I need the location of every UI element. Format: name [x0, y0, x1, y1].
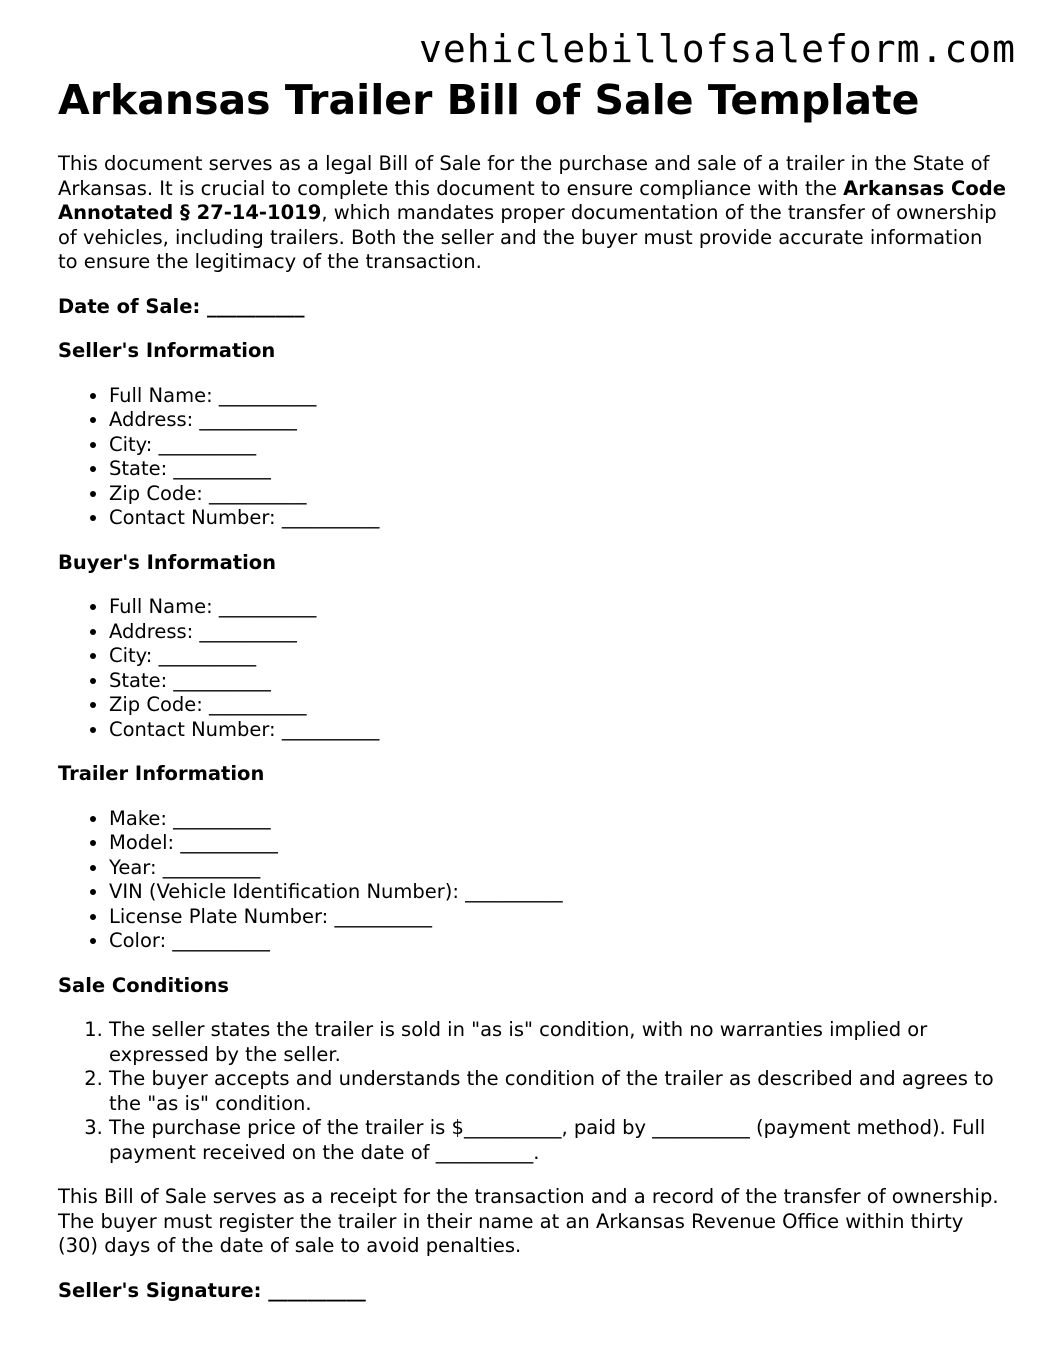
seller-section-heading: Seller's Information — [58, 339, 276, 362]
condition-purchase-price-item: 3. The purchase price of the trailer is $__________, paid by __________ (payment method). Full payment received on the date of __________. — [109, 1116, 1008, 1165]
trailer-fields-list — [58, 807, 1008, 954]
closing-paragraph: This Bill of Sale serves as a receipt for the transaction and a record of the transfer of ownership. The buyer must register the trailer in their name at an Arkansas Revenue Office within thirty (30) days of the date of sale to avoid penalties. — [58, 1185, 999, 1257]
seller-fields-list — [58, 384, 1008, 531]
buyer-full-name-field: • Full Name: __________ — [109, 595, 1008, 620]
buyer-zip-code-field: • Zip Code: __________ — [109, 693, 1008, 718]
trailer-make-field: • Make: __________ — [109, 807, 1008, 832]
buyer-city-field: • City: __________ — [109, 644, 1008, 669]
condition-as-is-item: 1. The seller states the trailer is sold in "as is" condition, with no warranties implied or expressed by the seller. — [109, 1018, 1008, 1067]
trailer-year-field: • Year: __________ — [109, 856, 1008, 881]
seller-state-field: • State: __________ — [109, 457, 1008, 482]
buyer-section-heading: Buyer's Information — [58, 550, 277, 574]
buyer-state-field: • State: __________ — [109, 669, 1008, 694]
trailer-color-field: • Color: __________ — [109, 929, 1008, 954]
condition-acceptance-item: 2. The buyer accepts and understands the condition of the trailer as described and agrees to the "as is" condition. — [109, 1067, 1008, 1116]
intro-text-before: This document serves as a legal Bill of Sale for the purchase and sale of a trailer in the State of Arkansas. It is crucial to complete this document to ensure compliance with the — [58, 152, 990, 200]
date-of-sale-field: Date of Sale: __________ — [58, 294, 305, 318]
intro-text-after: , which mandates proper documentation of the transfer of ownership of vehicles, including trailers. Both the seller and the buyer must provide accurate information to ensure the legitimacy of the transaction. — [58, 201, 997, 273]
seller-city-field: • City: __________ — [109, 433, 1008, 458]
seller-address-field: • Address: __________ — [109, 408, 1008, 433]
document-page — [58, 74, 1008, 1303]
seller-contact-number-field: • Contact Number: __________ — [109, 506, 1008, 531]
buyer-fields-list — [58, 595, 1008, 742]
intro-code-reference: Arkansas Code Annotated § 27-14-1019 — [58, 176, 1006, 224]
seller-zip-code-field: • Zip Code: __________ — [109, 482, 1008, 507]
intro-paragraph — [58, 152, 1008, 275]
trailer-model-field: • Model: __________ — [109, 831, 1008, 856]
conditions-section-heading: Sale Conditions — [58, 973, 230, 997]
trailer-vin-field: • VIN (Vehicle Identification Number): __________ — [109, 880, 1008, 905]
trailer-license-plate-field: • License Plate Number: __________ — [109, 905, 1008, 930]
trailer-section-heading: Trailer Information — [58, 762, 265, 785]
buyer-address-field: • Address: __________ — [109, 620, 1008, 645]
page-title: Arkansas Trailer Bill of Sale Template — [58, 76, 920, 124]
watermark: vehiclebillofsaleform.com — [419, 27, 1016, 71]
conditions-list — [58, 1018, 1008, 1165]
seller-signature-field: Seller's Signature: __________ — [58, 1278, 366, 1302]
buyer-contact-number-field: • Contact Number: __________ — [109, 718, 1008, 743]
seller-full-name-field: • Full Name: __________ — [109, 384, 1008, 409]
